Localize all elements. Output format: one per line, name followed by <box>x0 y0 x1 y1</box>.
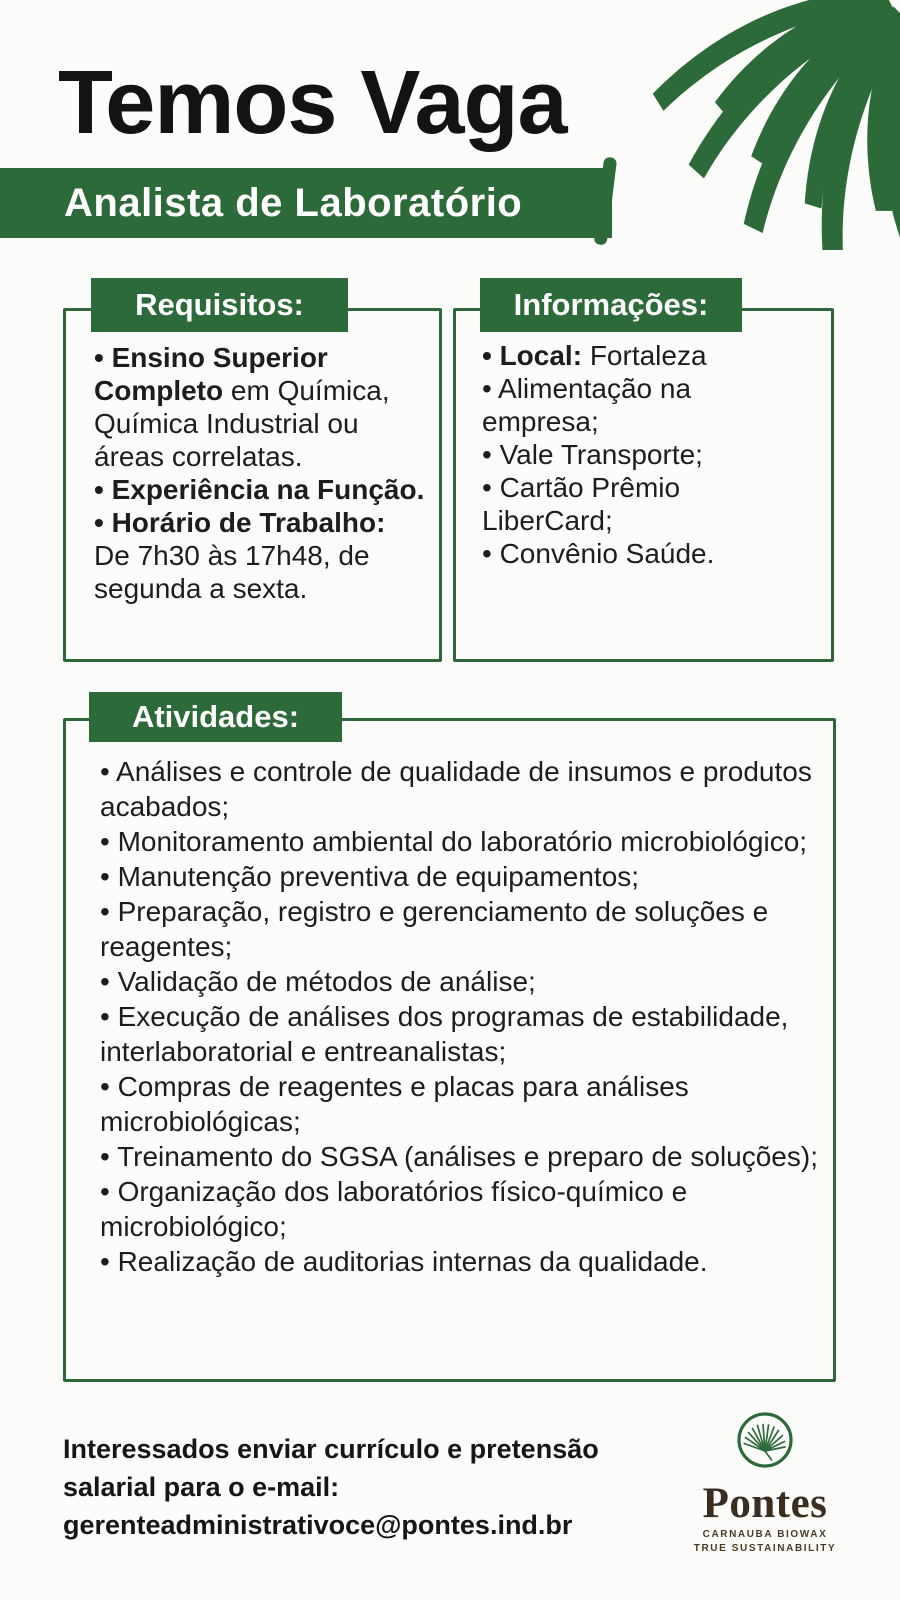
logo-wordmark: Pontes <box>702 1480 828 1527</box>
list-item: • Execução de análises dos programas de estabilidade, interlaboratorial e entreanalistas; <box>100 1001 789 1067</box>
list-item: • Alimentação na empresa; <box>482 373 692 437</box>
list-item: • Local: Fortaleza <box>482 340 707 371</box>
logo-tagline-1: CARNAUBA BIOWAX <box>702 1529 828 1541</box>
list-item: • Convênio Saúde. <box>482 538 715 569</box>
contact-text <box>63 1430 693 1544</box>
atividades-box <box>63 718 836 1382</box>
informacoes-badge: Informações: <box>480 278 742 332</box>
requisitos-box <box>63 308 442 662</box>
list-item: • Análises e controle de qualidade de insumos e produtos acabados; <box>100 756 812 822</box>
list-item: • Preparação, registro e gerenciamento de soluções e reagentes; <box>100 896 769 962</box>
list-item: • Manutenção preventiva de equipamentos; <box>100 861 640 892</box>
atividades-list <box>66 721 833 1279</box>
requisitos-list <box>66 311 439 605</box>
informacoes-list <box>456 311 831 570</box>
list-item: • Validação de métodos de análise; <box>100 966 536 997</box>
list-item: • Organização dos laboratórios físico-químico e microbiológico; <box>100 1176 688 1242</box>
list-item: • Experiência na Função. <box>94 474 425 505</box>
pontes-logo <box>690 1410 840 1554</box>
list-item: gerenteadministrativoce@pontes.ind.br <box>63 1510 573 1540</box>
job-title-banner <box>0 168 612 238</box>
list-item: • Realização de auditorias internas da qualidade. <box>100 1246 708 1277</box>
list-item: Interessados enviar currículo e pretensão <box>63 1434 599 1464</box>
job-title-text: Analista de Laboratório <box>64 181 523 225</box>
fan-palm-leaf-icon <box>734 1410 796 1472</box>
atividades-badge: Atividades: <box>89 692 342 742</box>
logo-tagline-2: TRUE SUSTAINABILITY <box>693 1543 837 1555</box>
informacoes-box <box>453 308 834 662</box>
list-item: • Horário de Trabalho: De 7h30 às 17h48, de segunda a sexta. <box>94 507 386 604</box>
requisitos-badge: Requisitos: <box>91 278 348 332</box>
list-item: • Vale Transporte; <box>482 439 703 470</box>
palm-fronds-icon <box>588 0 900 250</box>
list-item: • Compras de reagentes e placas para análises microbiológicas; <box>100 1071 689 1137</box>
list-item: salarial para o e-mail: <box>63 1472 340 1502</box>
list-item: • Treinamento do SGSA (análises e preparo de soluções); <box>100 1141 818 1172</box>
page-title: Temos Vaga <box>58 53 567 153</box>
list-item: • Monitoramento ambiental do laboratório microbiológico; <box>100 826 808 857</box>
list-item: • Cartão Prêmio LiberCard; <box>482 472 681 536</box>
list-item: • Ensino Superior Completo em Química, Química Industrial ou áreas correlatas. <box>94 342 390 472</box>
